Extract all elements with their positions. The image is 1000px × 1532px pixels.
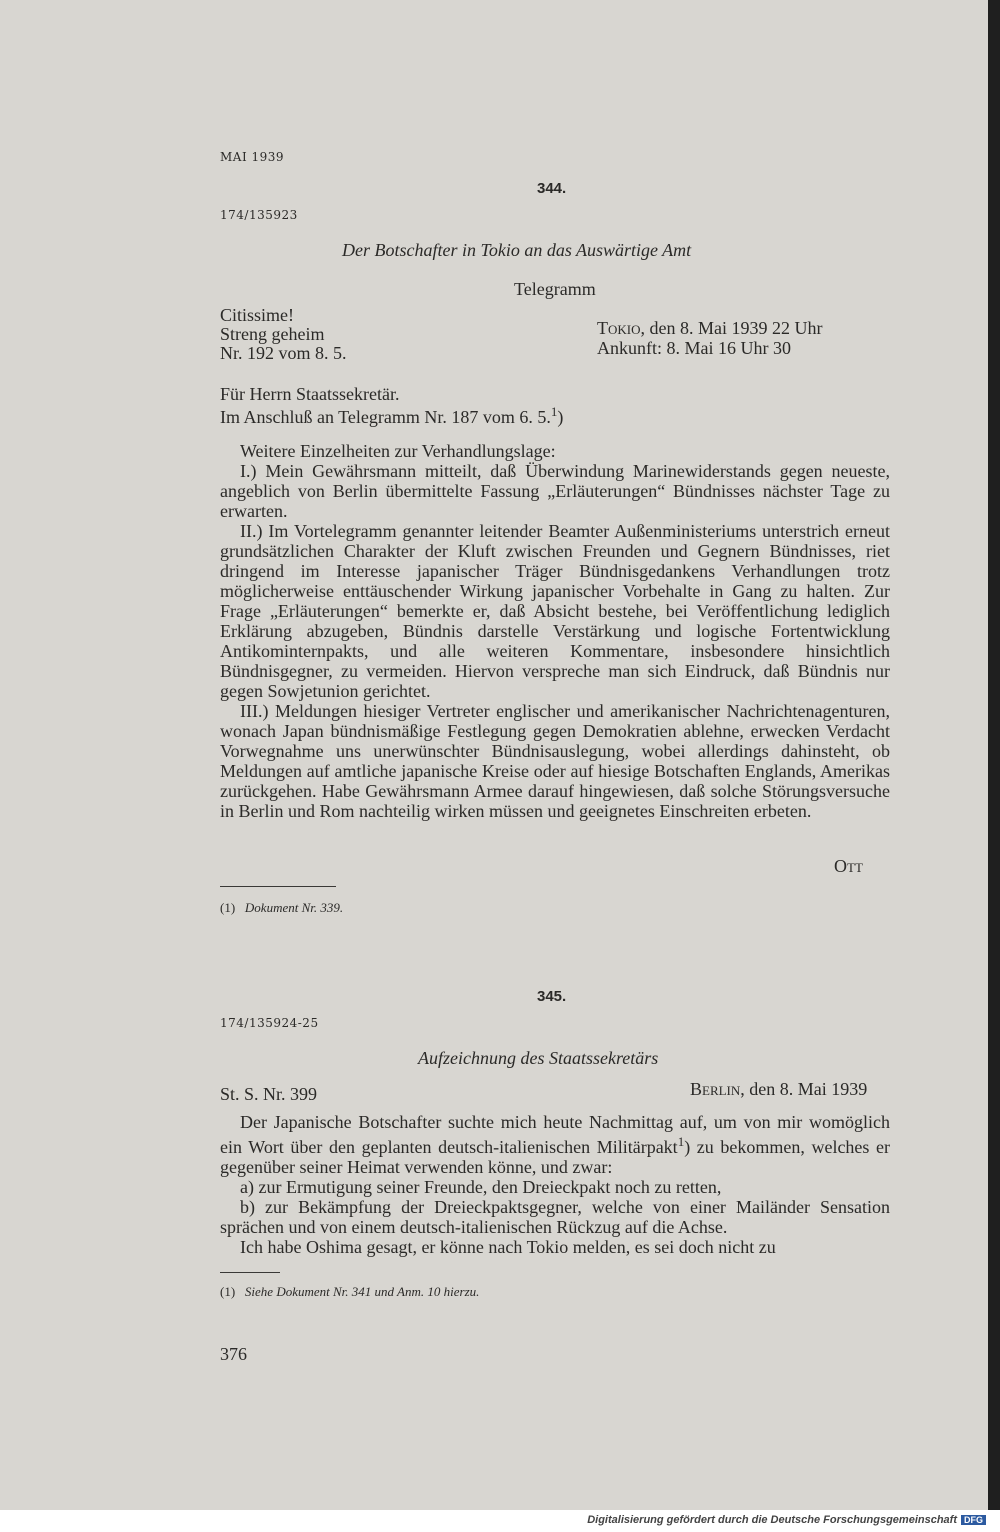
dfg-logo: DFG	[961, 1515, 986, 1525]
footnote	[220, 900, 343, 916]
footnote-text: Siehe Dokument Nr. 341 und Anm. 10 hierzu.	[244, 1284, 480, 1299]
document-number: 344.	[537, 180, 567, 197]
footnote-ref: 1	[677, 1134, 685, 1149]
meta-arrival: Ankunft: 8. Mai 16 Uhr 30	[597, 338, 791, 358]
scan-edge	[988, 0, 1000, 1510]
meta-number: St. S. Nr. 399	[220, 1084, 318, 1104]
page-number: 376	[220, 1344, 247, 1364]
list-item: b) zur Bekämpfung der Dreieckpaktsgegner, welche von einer Mailänder Sensation sprächen und von einem deutsch-italienischen Rückzug auf die Achse.	[220, 1197, 890, 1237]
reference-close: )	[557, 407, 564, 427]
signature: Ott	[834, 856, 863, 876]
footnote-mark: (1)	[220, 900, 236, 915]
place-name: Berlin	[690, 1079, 741, 1099]
document-number: 345.	[537, 988, 567, 1005]
footnote	[220, 1284, 479, 1300]
paragraph-text: Der Japanische Botschafter suchte mich heute Nachmittag auf, um von mir womöglich ein Wort über den geplanten deutsch-italienischen Militärpakt	[220, 1112, 890, 1157]
reference-text: Im Anschluß an Telegramm Nr. 187 vom 6. 5.	[220, 407, 551, 427]
paragraph: Weitere Einzelheiten zur Verhandlungslage:	[240, 441, 556, 461]
paragraph: II.) Im Vortelegramm genannter leitender Beamter Außenministeriums unterstrich erneut grundsätzlichen Charakter der Kluft zwischen Freunden und Gegnern Bündnisses, riet dringend im Interesse japanischer Träger Bündnisgedankens Verhandlungen trotz möglicherweise enttäuschender Wirkung japanischer Vorbehalte in Gang zu halten. Zur Frage „Erläuterungen“ bemerkte er, daß Absicht bestehe, bei Veröffentlichung lediglich Erklärung abzugeben, Bündnis darstelle Verstärkung und logische Fortentwicklung Antikominternpakts, und alle weiteren Kommentare, insbesondere hinsichtlich Bündnisgegner, zu vermeiden. Hiervon verspreche man sich Eindruck, daß Bündnis nur gegen Sowjetunion gerichtet.	[220, 521, 890, 701]
footnote-rule	[220, 1272, 280, 1273]
paragraph	[220, 1112, 890, 1177]
telegram-body	[220, 441, 890, 821]
paragraph: I.) Mein Gewährsmann mitteilt, daß Überwindung Marinewiderstands gegen neueste, angeblich von Berlin übermittelte Fassung „Erläuterungen“ Bündnisses nächster Tage zu erwarten.	[220, 461, 890, 521]
document-heading: Aufzeichnung des Staatssekretärs	[418, 1048, 659, 1068]
funding-note: Digitalisierung gefördert durch die Deutsche Forschungsgemeinschaft	[587, 1514, 957, 1526]
paragraph: III.) Meldungen hiesiger Vertreter englischer und amerikanischer Nachrichtenagenturen, wonach Japan bündnismäßige Festlegung gegen Demokratien ablehne, erwecken Verdacht Vorwegnahme uns unerwünschter Bündnisauslegung, wobei allerdings dahinsteht, ob Meldungen auf amtliche japanische Kreise oder auf hiesige Botschaften Englands, Amerikas zurückgehen. Habe Gewährsmann Armee darauf hingewiesen, daß solche Störungsversuche in Berlin und Rom nachteilig wirken müssen und geeignetes Einschreiten erbeten.	[220, 701, 890, 821]
record-body	[220, 1112, 890, 1257]
address-line: Für Herrn Staatssekretär.	[220, 384, 400, 404]
footnote-rule	[220, 886, 336, 887]
file-reference: 174/135923	[220, 208, 298, 222]
date-text: , den 8. Mai 1939 22 Uhr	[640, 318, 823, 338]
date-text: , den 8. Mai 1939	[740, 1079, 868, 1099]
footnote-text: Dokument Nr. 339.	[244, 900, 344, 915]
paragraph-text-cont: ) zu bekommen, welches er gegenüber seiner Heimat verwenden könne, und zwar:	[220, 1137, 891, 1177]
document-heading: Der Botschafter in Tokio an das Auswärtige Amt	[342, 240, 692, 260]
meta-dateline	[690, 1079, 867, 1099]
meta-number: Nr. 192 vom 8. 5.	[220, 343, 347, 363]
file-reference: 174/135924-25	[220, 1016, 319, 1030]
reference-line	[220, 402, 563, 427]
place-name: Tokio	[597, 318, 641, 338]
meta-classification: Streng geheim	[220, 324, 325, 344]
paragraph: Ich habe Oshima gesagt, er könne nach Tokio melden, es sei doch nicht zu	[240, 1237, 776, 1257]
list-item: a) zur Ermutigung seiner Freunde, den Dreieckpakt noch zu retten,	[240, 1177, 722, 1197]
footnote-mark: (1)	[220, 1284, 236, 1299]
meta-priority: Citissime!	[220, 305, 295, 325]
scan-footer	[587, 1510, 986, 1528]
running-head: MAI 1939	[220, 150, 285, 164]
document-type: Telegramm	[514, 279, 596, 299]
footnote-ref: 1	[550, 404, 558, 419]
meta-dateline	[597, 318, 822, 338]
